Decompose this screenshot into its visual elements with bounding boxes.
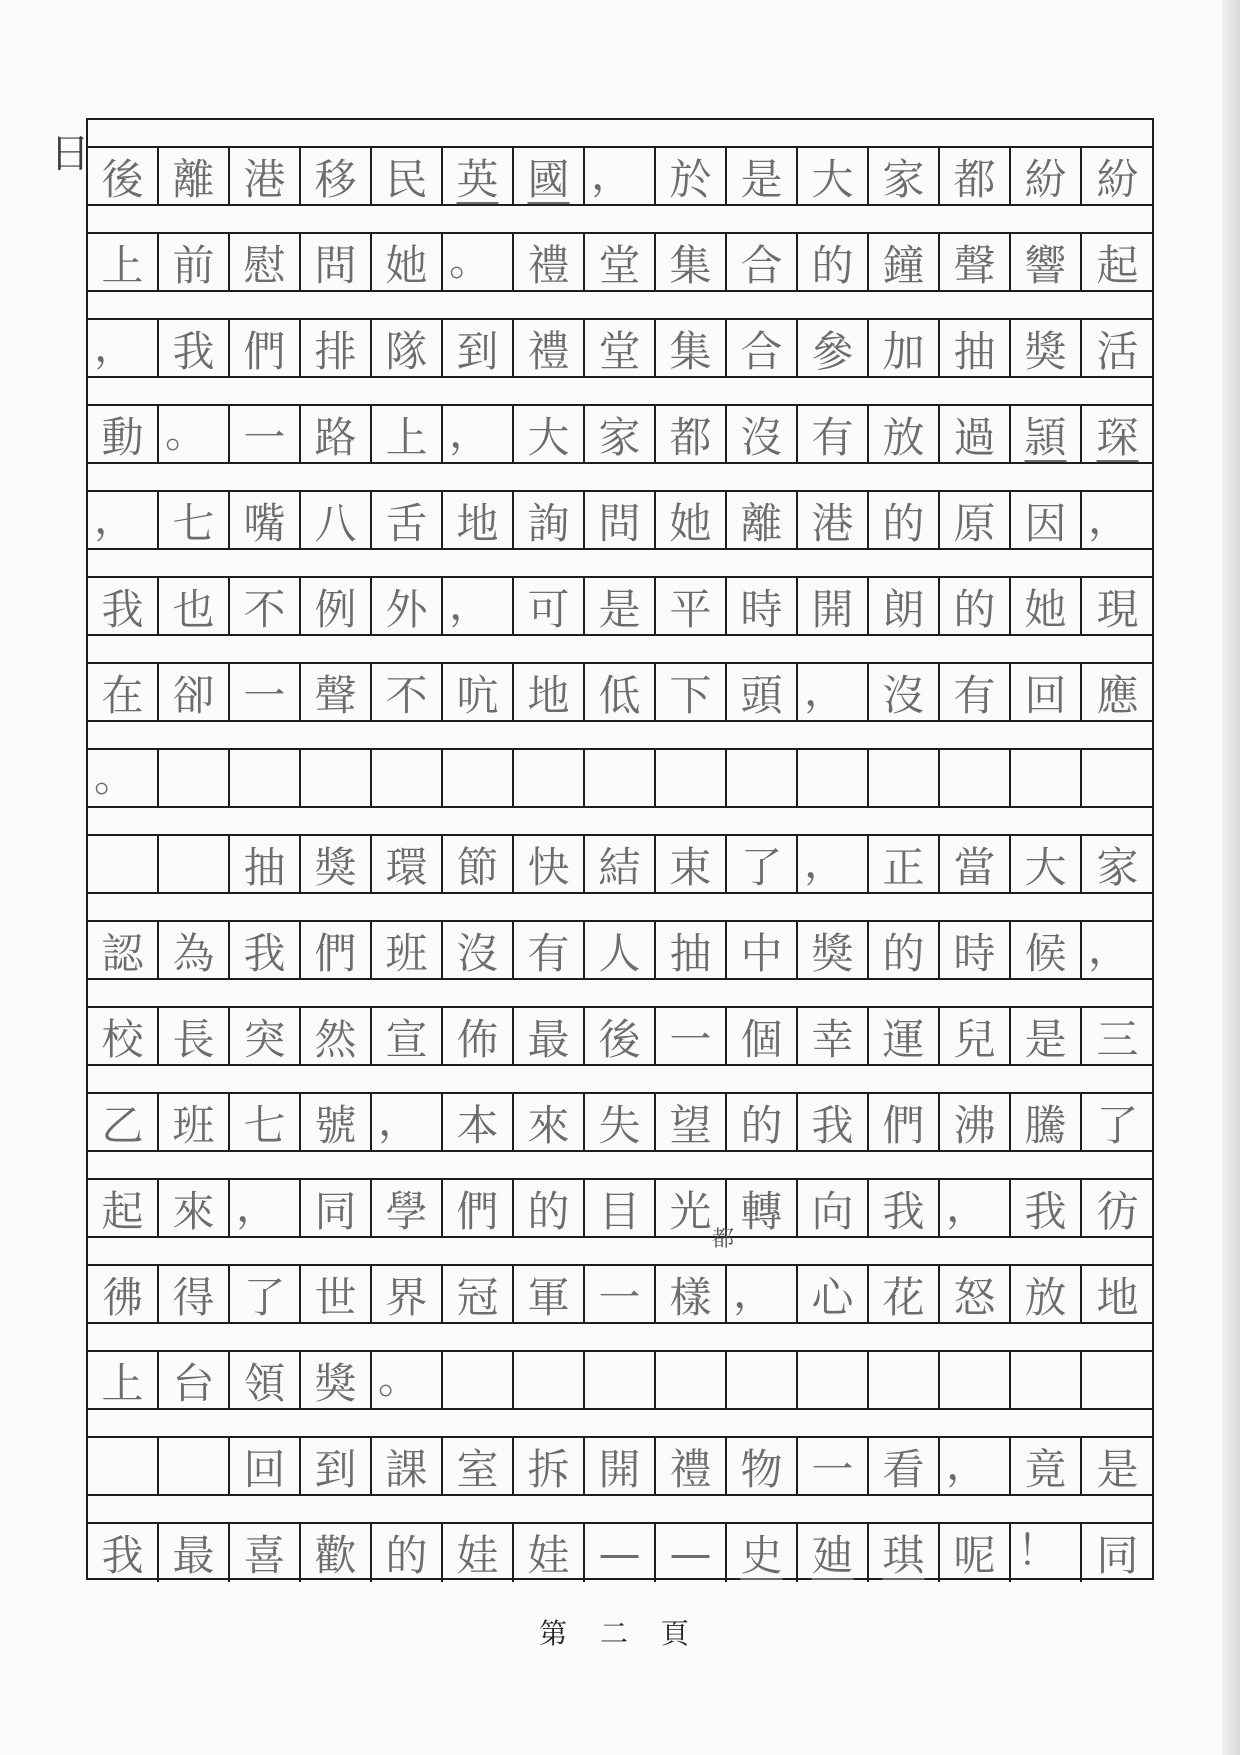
grid-cell: 禮 xyxy=(656,1438,727,1496)
grid-cell: 琪 xyxy=(869,1524,940,1582)
grid-cell: 樣 xyxy=(656,1266,727,1324)
grid-cell: 不 xyxy=(230,578,301,636)
grid-cell: ， xyxy=(940,1180,1011,1238)
grid-cell: 獎 xyxy=(1011,320,1082,378)
grid-cell: 抽 xyxy=(656,922,727,980)
grid-cell: 詢 xyxy=(514,492,585,550)
grid-cell: 同 xyxy=(301,1180,372,1238)
grid-cell: 低 xyxy=(585,664,656,722)
grid-cell: 回 xyxy=(230,1438,301,1496)
grid-cell: 一 xyxy=(585,1266,656,1324)
grid-cell: 隊 xyxy=(372,320,443,378)
grid-cell: 花 xyxy=(869,1266,940,1324)
grid-cell: 人 xyxy=(585,922,656,980)
grid-cell: 她 xyxy=(1011,578,1082,636)
grid-row xyxy=(88,318,1152,378)
grid-cell: 的 xyxy=(869,492,940,550)
grid-cell: 最 xyxy=(514,1008,585,1066)
grid-cell: 本 xyxy=(443,1094,514,1152)
grid-cell: 七 xyxy=(230,1094,301,1152)
grid-cell: 一 xyxy=(230,406,301,464)
grid-cell: 廸 xyxy=(798,1524,869,1582)
grid-cell: 。 xyxy=(159,406,230,464)
grid-cell: 民 xyxy=(372,148,443,206)
grid-cell: 移 xyxy=(301,148,372,206)
grid-cell: 抽 xyxy=(940,320,1011,378)
grid-cell: 時 xyxy=(940,922,1011,980)
grid-cell: 沒 xyxy=(443,922,514,980)
grid-row xyxy=(88,1178,1152,1238)
grid-cell: 平 xyxy=(656,578,727,636)
grid-cell: ， xyxy=(798,664,869,722)
grid-cell: 都 xyxy=(656,406,727,464)
grid-cell: 最 xyxy=(159,1524,230,1582)
grid-row xyxy=(88,1350,1152,1410)
grid-cell xyxy=(159,1438,230,1496)
grid-cell: 我 xyxy=(869,1180,940,1238)
grid-cell: 到 xyxy=(443,320,514,378)
grid-cell: 是 xyxy=(727,148,798,206)
grid-cell: 了 xyxy=(1096,1101,1139,1150)
grid-cell: 也 xyxy=(159,578,230,636)
grid-cell: 放 xyxy=(869,406,940,464)
grid-cell: 長 xyxy=(159,1008,230,1066)
grid-row xyxy=(88,1522,1152,1582)
grid-cell xyxy=(727,1352,798,1410)
grid-cell: 個 xyxy=(727,1008,798,1066)
grid-cell: 號 xyxy=(301,1094,372,1152)
grid-cell: 離 xyxy=(727,492,798,550)
grid-cell: 因 xyxy=(1011,492,1082,550)
paper-edge xyxy=(1222,0,1240,1755)
grid-cell: 的 xyxy=(372,1524,443,1582)
grid-cell: 回 xyxy=(1011,664,1082,722)
grid-cell: 堂 xyxy=(585,320,656,378)
grid-cell: 是 xyxy=(1011,1008,1082,1066)
grid-cell: 的 xyxy=(798,234,869,292)
grid-cell: 班 xyxy=(372,922,443,980)
grid-cell: 在 xyxy=(88,664,159,722)
grid-cell: 。 xyxy=(88,750,159,808)
grid-cell xyxy=(514,1352,585,1410)
grid-cell: 運 xyxy=(869,1008,940,1066)
grid-cell xyxy=(869,1352,940,1410)
grid-cell xyxy=(940,1352,1011,1410)
grid-cell: 當 xyxy=(940,836,1011,894)
grid-cell: 於 xyxy=(656,148,727,206)
grid-cell: 八 xyxy=(301,492,372,550)
grid-cell: 班 xyxy=(159,1094,230,1152)
grid-row xyxy=(88,834,1152,894)
grid-cell: 家 xyxy=(585,406,656,464)
grid-cell: — xyxy=(656,1524,727,1582)
grid-cell xyxy=(940,750,1011,808)
grid-cell: 不 xyxy=(372,664,443,722)
grid-cell: 開 xyxy=(798,578,869,636)
grid-row xyxy=(88,1436,1152,1496)
grid-cell xyxy=(1082,1352,1153,1410)
grid-cell: 快 xyxy=(514,836,585,894)
grid-cell: 家 xyxy=(869,148,940,206)
grid-cell xyxy=(798,750,869,808)
grid-cell: 彿 xyxy=(88,1266,159,1324)
grid-cell: 嘴 xyxy=(230,492,301,550)
grid-cell: 問 xyxy=(585,492,656,550)
grid-cell: 同 xyxy=(1096,1531,1139,1580)
grid-cell: 上 xyxy=(372,406,443,464)
grid-cell: 集 xyxy=(656,320,727,378)
grid-cell: 喜 xyxy=(230,1524,301,1582)
grid-cell: ， xyxy=(372,1094,443,1152)
grid-cell: 現 xyxy=(1096,585,1139,634)
grid-cell: 我 xyxy=(159,320,230,378)
grid-cell: 宣 xyxy=(372,1008,443,1066)
grid-cell xyxy=(443,750,514,808)
grid-cell: 沸 xyxy=(940,1094,1011,1152)
grid-cell: 娃 xyxy=(514,1524,585,1582)
grid-row xyxy=(88,1006,1152,1066)
grid-cell: ， xyxy=(88,492,159,550)
grid-cell: 台 xyxy=(159,1352,230,1410)
grid-cell: 們 xyxy=(869,1094,940,1152)
grid-row xyxy=(88,1092,1152,1152)
grid-cell xyxy=(159,750,230,808)
grid-cell: 結 xyxy=(585,836,656,894)
grid-cell xyxy=(159,836,230,894)
grid-cell xyxy=(514,750,585,808)
grid-cell: 大 xyxy=(1011,836,1082,894)
margin-note: 日 xyxy=(50,131,90,177)
grid-cell: 加 xyxy=(869,320,940,378)
grid-cell: 原 xyxy=(940,492,1011,550)
grid-cell: ！ xyxy=(1011,1524,1082,1582)
grid-cell: 娃 xyxy=(443,1524,514,1582)
grid-cell: 史 xyxy=(727,1524,798,1582)
grid-cell: 合 xyxy=(727,320,798,378)
grid-cell: 應 xyxy=(1096,671,1139,720)
grid-cell: 地 xyxy=(443,492,514,550)
grid-cell: 是 xyxy=(585,578,656,636)
grid-cell: 我 xyxy=(88,1524,159,1582)
grid-cell: 的 xyxy=(514,1180,585,1238)
grid-cell: 一 xyxy=(656,1008,727,1066)
grid-cell xyxy=(656,750,727,808)
grid-cell: 七 xyxy=(159,492,230,550)
grid-cell xyxy=(656,1352,727,1410)
grid-cell: 課 xyxy=(372,1438,443,1496)
grid-cell: 頴 xyxy=(1011,406,1082,464)
grid-cell: 有 xyxy=(798,406,869,464)
grid-cell: 禮 xyxy=(514,234,585,292)
grid-cell: 世 xyxy=(301,1266,372,1324)
grid-cell: 兒 xyxy=(940,1008,1011,1066)
grid-cell xyxy=(88,1438,159,1496)
grid-cell: 到 xyxy=(301,1438,372,1496)
grid-cell: 後 xyxy=(88,148,159,206)
grid-cell: 上 xyxy=(88,1352,159,1410)
grid-row xyxy=(88,662,1152,722)
grid-cell: 心 xyxy=(798,1266,869,1324)
grid-cell: 可 xyxy=(514,578,585,636)
grid-cell: 上 xyxy=(88,234,159,292)
grid-cell: 前 xyxy=(159,234,230,292)
grid-cell: 她 xyxy=(656,492,727,550)
grid-cell: 放 xyxy=(1011,1266,1082,1324)
grid-cell xyxy=(727,750,798,808)
grid-cell: 離 xyxy=(159,148,230,206)
grid-cell: 響 xyxy=(1011,234,1082,292)
grid-cell: 望 xyxy=(656,1094,727,1152)
grid-cell: 排 xyxy=(301,320,372,378)
grid-cell: ， xyxy=(230,1180,301,1238)
grid-cell: 獎 xyxy=(301,1352,372,1410)
page-number: 第 二 頁 xyxy=(539,1617,701,1650)
grid-cell xyxy=(301,750,372,808)
grid-cell: 國 xyxy=(514,148,585,206)
grid-cell: 慰 xyxy=(230,234,301,292)
grid-cell xyxy=(1011,1352,1082,1410)
grid-cell: 路 xyxy=(301,406,372,464)
grid-cell: 中 xyxy=(727,922,798,980)
grid-cell: 時 xyxy=(727,578,798,636)
grid-cell: 過 xyxy=(940,406,1011,464)
grid-cell: 動 xyxy=(88,406,159,464)
grid-cell: 是 xyxy=(1096,1445,1139,1494)
grid-cell: 然 xyxy=(301,1008,372,1066)
grid-cell: 的 xyxy=(940,578,1011,636)
grid-cell: 她 xyxy=(372,234,443,292)
grid-cell: 幸 xyxy=(798,1008,869,1066)
grid-cell xyxy=(869,750,940,808)
grid-cell: 突 xyxy=(230,1008,301,1066)
insertion-note: 都 xyxy=(712,1227,735,1252)
grid-cell xyxy=(443,1352,514,1410)
grid-row xyxy=(88,404,1152,464)
grid-cell: 合 xyxy=(727,234,798,292)
grid-cell: 騰 xyxy=(1011,1094,1082,1152)
grid-cell: 軍 xyxy=(514,1266,585,1324)
grid-cell: ， xyxy=(1088,924,1131,973)
grid-cell: 的 xyxy=(869,922,940,980)
grid-cell: 有 xyxy=(514,922,585,980)
grid-cell: 頭 xyxy=(727,664,798,722)
grid-cell: 了 xyxy=(230,1266,301,1324)
grid-cell: 地 xyxy=(1096,1273,1139,1322)
grid-cell: ， xyxy=(940,1438,1011,1496)
grid-cell: 起 xyxy=(1096,241,1139,290)
grid-cell: 後 xyxy=(585,1008,656,1066)
grid-cell: 我 xyxy=(230,922,301,980)
grid-cell: 有 xyxy=(940,664,1011,722)
grid-cell: 們 xyxy=(230,320,301,378)
grid-cell: 聲 xyxy=(301,664,372,722)
grid-cell: 吭 xyxy=(443,664,514,722)
grid-cell xyxy=(798,1352,869,1410)
grid-cell: 學 xyxy=(372,1180,443,1238)
grid-cell: 正 xyxy=(869,836,940,894)
grid-cell: 港 xyxy=(230,148,301,206)
grid-cell: 彷 xyxy=(1096,1187,1139,1236)
grid-cell: 一 xyxy=(230,664,301,722)
grid-cell: 紛 xyxy=(1096,155,1139,204)
grid-cell: 一 xyxy=(798,1438,869,1496)
grid-cell: 節 xyxy=(443,836,514,894)
grid-cell: 們 xyxy=(443,1180,514,1238)
grid-cell: 了 xyxy=(727,836,798,894)
grid-row xyxy=(88,920,1152,980)
grid-cell: 英 xyxy=(443,148,514,206)
grid-cell: ， xyxy=(727,1266,798,1324)
grid-cell: 乙 xyxy=(88,1094,159,1152)
grid-cell: 禮 xyxy=(514,320,585,378)
grid-cell: 為 xyxy=(159,922,230,980)
grid-cell: 候 xyxy=(1011,922,1082,980)
grid-row xyxy=(88,146,1152,206)
grid-cell xyxy=(372,750,443,808)
grid-cell: 活 xyxy=(1096,327,1139,376)
grid-cell: 開 xyxy=(585,1438,656,1496)
grid-cell: 參 xyxy=(798,320,869,378)
grid-cell: 環 xyxy=(372,836,443,894)
grid-cell xyxy=(230,750,301,808)
grid-cell: 地 xyxy=(514,664,585,722)
grid-cell xyxy=(585,1352,656,1410)
grid-cell: 堂 xyxy=(585,234,656,292)
grid-cell: 認 xyxy=(88,922,159,980)
grid-cell: 佈 xyxy=(443,1008,514,1066)
grid-cell xyxy=(1082,750,1153,808)
grid-cell: 們 xyxy=(301,922,372,980)
grid-row xyxy=(88,490,1152,550)
grid-cell: 紛 xyxy=(1011,148,1082,206)
grid-cell: 獎 xyxy=(798,922,869,980)
grid-cell: 舌 xyxy=(372,492,443,550)
grid-cell: 校 xyxy=(88,1008,159,1066)
grid-cell: ， xyxy=(1088,494,1131,543)
grid-cell: 室 xyxy=(443,1438,514,1496)
grid-cell: 起 xyxy=(88,1180,159,1238)
grid-cell: 失 xyxy=(585,1094,656,1152)
grid-row xyxy=(88,1264,1152,1324)
grid-cell: 問 xyxy=(301,234,372,292)
grid-cell: 例 xyxy=(301,578,372,636)
grid-cell: 琛 xyxy=(1096,413,1139,462)
grid-cell: 下 xyxy=(656,664,727,722)
grid-cell: 看 xyxy=(869,1438,940,1496)
grid-cell: 向 xyxy=(798,1180,869,1238)
grid-cell: 來 xyxy=(159,1180,230,1238)
grid-cell: 來 xyxy=(514,1094,585,1152)
grid-cell: 。 xyxy=(372,1352,443,1410)
grid-row xyxy=(88,748,1152,808)
grid-cell: 我 xyxy=(1011,1180,1082,1238)
grid-cell: 歡 xyxy=(301,1524,372,1582)
grid-row xyxy=(88,232,1152,292)
grid-cell: 大 xyxy=(798,148,869,206)
grid-cell: ， xyxy=(88,320,159,378)
grid-cell: 怒 xyxy=(940,1266,1011,1324)
manuscript-grid xyxy=(86,118,1154,1580)
grid-cell: 卻 xyxy=(159,664,230,722)
grid-cell: 物 xyxy=(727,1438,798,1496)
grid-cell: 轉 xyxy=(727,1180,798,1238)
grid-cell: 的 xyxy=(727,1094,798,1152)
grid-cell: 我 xyxy=(88,578,159,636)
grid-cell: 抽 xyxy=(230,836,301,894)
grid-cell: 家 xyxy=(1096,843,1139,892)
grid-cell: 冠 xyxy=(443,1266,514,1324)
grid-cell: 束 xyxy=(656,836,727,894)
grid-cell: 外 xyxy=(372,578,443,636)
grid-row xyxy=(88,576,1152,636)
grid-cell: 界 xyxy=(372,1266,443,1324)
grid-cell: 。 xyxy=(443,234,514,292)
grid-cell: ， xyxy=(585,148,656,206)
grid-cell: ， xyxy=(798,836,869,894)
grid-cell xyxy=(88,836,159,894)
grid-cell: 獎 xyxy=(301,836,372,894)
grid-cell: 三 xyxy=(1096,1015,1139,1064)
grid-cell: 光 xyxy=(656,1180,727,1238)
grid-cell: 目 xyxy=(585,1180,656,1238)
grid-cell: 竟 xyxy=(1011,1438,1082,1496)
grid-cell xyxy=(1011,750,1082,808)
grid-cell: 大 xyxy=(514,406,585,464)
grid-cell: 沒 xyxy=(727,406,798,464)
grid-cell: 呢 xyxy=(940,1524,1011,1582)
grid-cell: ， xyxy=(443,406,514,464)
grid-cell: 都 xyxy=(940,148,1011,206)
grid-cell: 我 xyxy=(798,1094,869,1152)
grid-cell: 拆 xyxy=(514,1438,585,1496)
grid-cell: 鐘 xyxy=(869,234,940,292)
grid-cell xyxy=(585,750,656,808)
grid-cell: 港 xyxy=(798,492,869,550)
grid-cell: 聲 xyxy=(940,234,1011,292)
grid-cell: 得 xyxy=(159,1266,230,1324)
grid-cell: 朗 xyxy=(869,578,940,636)
grid-cell: 領 xyxy=(230,1352,301,1410)
grid-cell: 沒 xyxy=(869,664,940,722)
grid-cell: ， xyxy=(443,578,514,636)
grid-cell: 集 xyxy=(656,234,727,292)
grid-cell: — xyxy=(585,1524,656,1582)
